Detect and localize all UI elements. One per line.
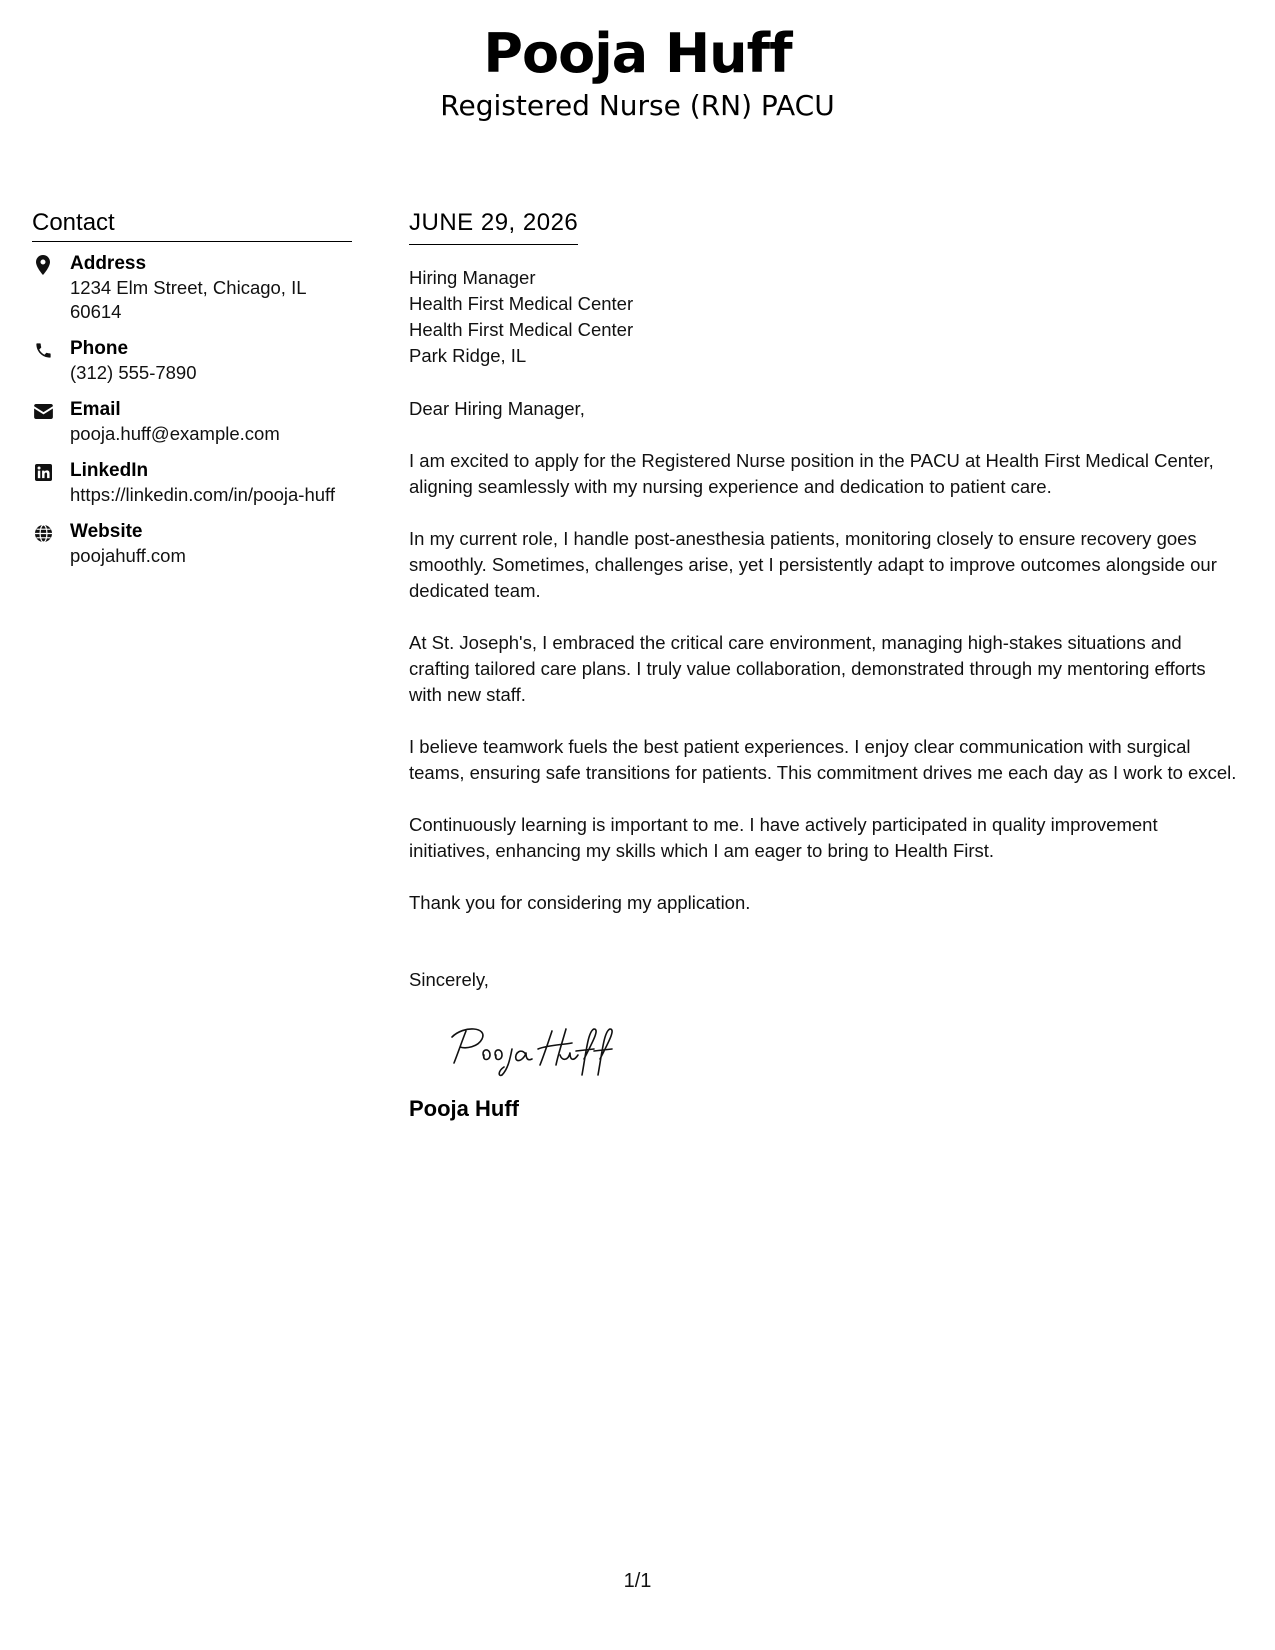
signer-name: Pooja Huff [409,1096,519,1121]
contact-item-linkedin [32,459,352,507]
letter-header [0,22,1275,124]
contact-item-phone [32,337,352,385]
linkedin-link[interactable]: https://linkedin.com/in/pooja-huff [70,484,335,505]
location-pin-icon [32,254,54,276]
linkedin-icon [32,461,54,483]
contact-label: Phone [70,338,129,359]
contact-list [32,252,352,568]
salutation: Dear Hiring Manager, [409,398,585,419]
body-paragraph: At St. Joseph's, I embraced the critical care environment, managing high-stakes situations and crafting tailored care plans. I truly value collaboration, demonstrated through my mentoring efforts with new staff. [409,632,1206,705]
handwritten-signature [444,1019,644,1079]
recipient-line: Park Ridge, IL [409,345,527,366]
page-number: 1/1 [623,1570,652,1592]
applicant-job-title: Registered Nurse (RN) PACU [440,89,835,122]
letter-date: JUNE 29, 2026 [409,208,578,245]
body-paragraph: Continuously learning is important to me. I have actively participated in quality improvement initiatives, enhancing my skills which I am eager to bring to Health First. [409,814,1158,861]
body-paragraph: Thank you for considering my application. [409,892,751,913]
body-paragraph: I believe teamwork fuels the best patient experiences. I enjoy clear communication with surgical teams, ensuring safe transitions for patients. This commitment drives me each day as I work to excel. [409,736,1237,783]
contact-label: LinkedIn [70,460,149,481]
contact-label: Email [70,399,121,420]
website-link[interactable]: poojahuff.com [70,545,186,566]
email-link[interactable]: pooja.huff@example.com [70,423,280,444]
phone-icon [32,339,54,361]
contact-heading: Contact [32,208,352,242]
recipient-line: Health First Medical Center [409,293,634,314]
applicant-name: Pooja Huff [483,22,792,85]
letter-body [409,208,1239,1123]
globe-icon [32,522,54,544]
contact-item-website [32,520,352,568]
body-paragraph: In my current role, I handle post-anesthesia patients, monitoring closely to ensure recovery goes smoothly. Sometimes, challenges arise, yet I persistently adapt to improve outcomes alongside our dedicated team. [409,528,1217,601]
closing: Sincerely, [409,969,489,990]
contact-label: Website [70,521,143,542]
body-paragraph: I am excited to apply for the Registered Nurse position in the PACU at Health First Medical Center, aligning seamlessly with my nursing experience and dedication to patient care. [409,450,1214,497]
contact-label: Address [70,253,147,274]
recipient-line: Health First Medical Center [409,319,634,340]
contact-item-address [32,252,352,324]
envelope-icon [32,400,54,422]
recipient-line: Hiring Manager [409,267,536,288]
phone-value: (312) 555-7890 [70,362,197,383]
contact-item-email [32,398,352,446]
recipient-block [409,265,1239,369]
address-value: 1234 Elm Street, Chicago, IL 60614 [70,277,306,322]
contact-sidebar [32,208,352,581]
